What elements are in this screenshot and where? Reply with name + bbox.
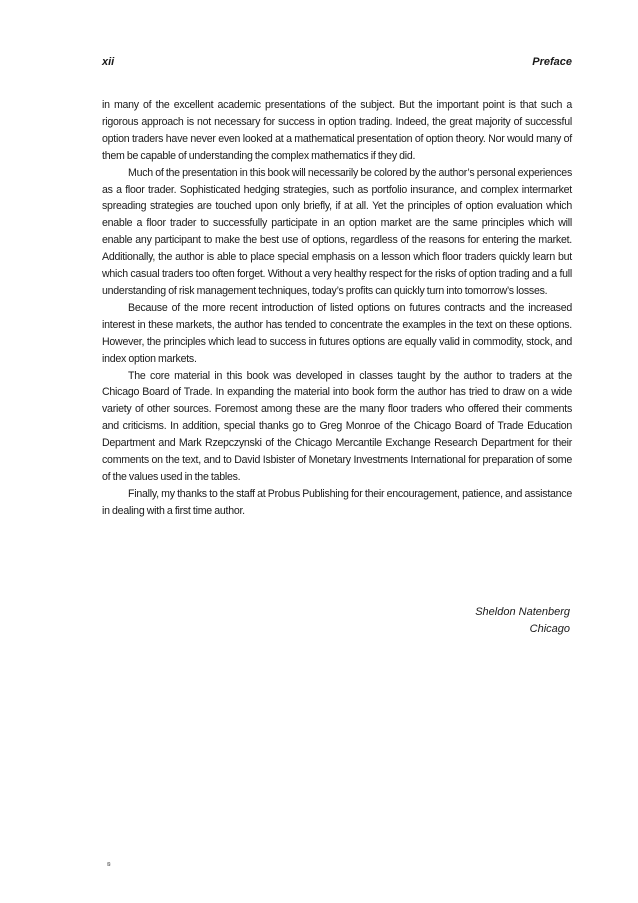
section-title: Preface (532, 56, 572, 68)
running-head (102, 54, 572, 70)
author-name: Sheldon Natenberg (475, 606, 570, 618)
preface-body (102, 97, 572, 520)
author-location: Chicago (529, 623, 570, 635)
paragraph: Because of the more recent introduction of listed options on futures contracts and the increased interest in these markets, the author has tended to concentrate the examples in the text on these options. However, the principles which lead to success in futures options are equally valid in commodity, stock, and index option markets. (102, 301, 572, 365)
page-number: xii (102, 56, 115, 68)
paragraph-continued: in many of the excellent academic presentations of the subject. But the important point is that such a rigorous approach is not necessary for success in option trading. Indeed, the great majority of successful option traders have never even looked at a mathematical presentation of option theory. Nor would many of them be capable of understanding the complex mathematics if they did. (102, 99, 572, 162)
paragraph: The core material in this book was developed in classes taught by the author to traders at the Chicago Board of Trade. In expanding the material into book form the author has tried to draw on a wide variety of other sources. Foremost among these are the many floor traders who offered their comments and criticisms. In addition, special thanks go to Greg Monroe of the Chicago Board of Trade Education Department and Mark Rzepczynski of the Chicago Mercantile Exchange Research Department for their comments on the text, and to David Isbister of Monetary Investments International for preparation of some of the values used in the tables. (102, 369, 572, 483)
author-signature (475, 604, 570, 638)
paragraph: Much of the presentation in this book will necessarily be colored by the author’s personal experiences as a floor trader. Sophisticated hedging strategies, such as portfolio insurance, and complex intermarket spreading strategies are touched upon only briefly, if at all. Yet the principles of option evaluation which enable a floor trader to successfully participate in an option market are the same principles which will enable any participant to make the best use of options, regardless of the reasons for entering the market. Additionally, the author is able to place special emphasis on a lesson which floor traders quickly learn but which casual traders too often forget. Without a very healthy respect for the risks of option trading and a full understanding of risk management techniques, today’s profits can quickly turn into tomorrow’s losses. (102, 166, 572, 297)
scan-mark: ꞩ (107, 861, 111, 868)
paragraph: Finally, my thanks to the staff at Probus Publishing for their encouragement, patience, and assistance in dealing with a first time author. (102, 487, 572, 517)
